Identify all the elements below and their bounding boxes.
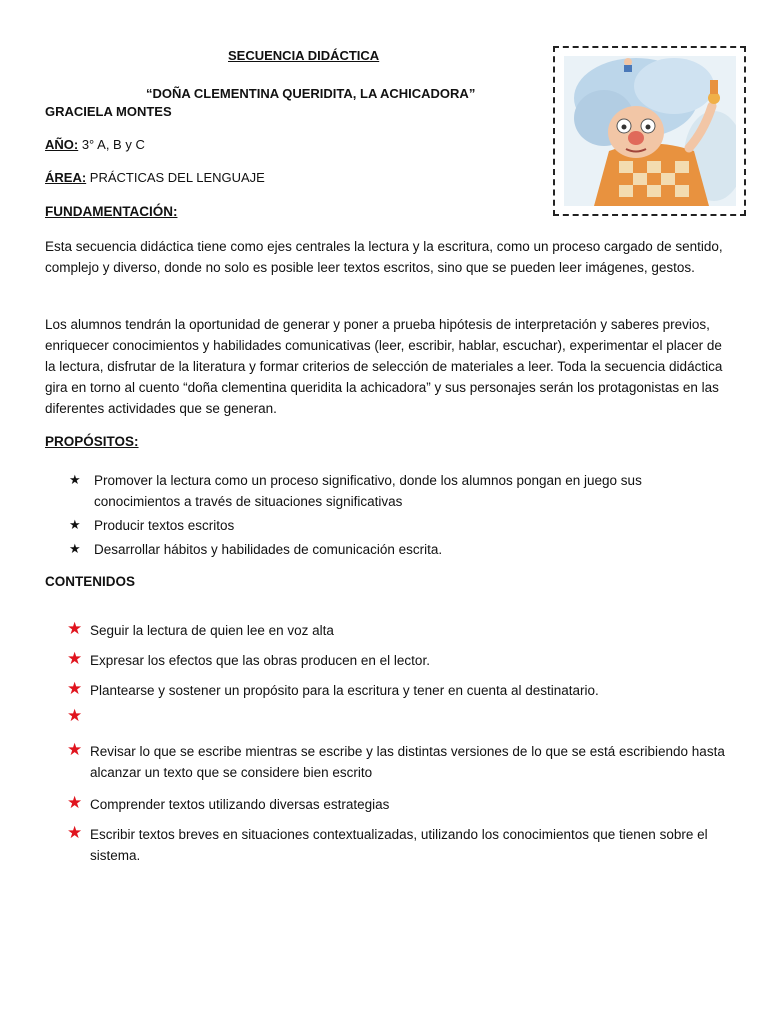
year-label: AÑO:: [45, 137, 79, 152]
black-star-icon: ★: [69, 472, 81, 487]
red-star-icon: ★: [67, 823, 83, 842]
red-star-icon: ★: [67, 619, 83, 638]
list-item: [67, 707, 727, 728]
year-line: [45, 137, 145, 152]
propositos-list: [69, 470, 689, 560]
fundamentacion-paragraph-1: Esta secuencia didáctica tiene como ejes centrales la lectura y la escritura, como un proceso cargado de sentido, complejo y diverso, donde no solo es posible leer textos escritos, sino que se pueden leer imágenes, gestos.: [45, 239, 723, 275]
red-star-icon: ★: [67, 793, 83, 812]
list-item: ★ Producir textos escritos: [69, 515, 689, 536]
list-item: ★ Desarrollar hábitos y habilidades de comunicación escrita.: [69, 539, 689, 560]
fundamentacion-paragraph-2: Los alumnos tendrán la oportunidad de generar y poner a prueba hipótesis de interpretación y saberes previos, enriquecer conocimientos y habilidades comunicativas (leer, escribir, hablar, escuchar), experimentar el placer de la lectura, disfrutar de la literatura y formar criterios de selección de materiales a leer. Toda la secuencia didáctica gira en torno al cuento “doña clementina queridita la achicadora” y sus personajes serán los protagonistas en las diferentes actividades que se generan.: [45, 317, 723, 416]
list-item: ★ Seguir la lectura de quien lee en voz alta: [67, 619, 334, 638]
area-line: [45, 170, 265, 185]
black-star-icon: ★: [69, 541, 81, 556]
story-title: “DOÑA CLEMENTINA QUERIDITA, LA ACHICADORA”: [146, 86, 476, 101]
document-title: SECUENCIA DIDÁCTICA: [228, 48, 380, 63]
red-star-icon: ★: [67, 740, 83, 759]
area-value: PRÁCTICAS DEL LENGUAJE: [86, 170, 265, 185]
red-star-icon: ★: [67, 649, 83, 668]
dona-clementina-illustration-icon: [564, 56, 736, 206]
red-star-icon: ★: [67, 679, 83, 698]
fundamentacion-heading: FUNDAMENTACIÓN:: [45, 204, 178, 219]
area-label: ÁREA:: [45, 170, 87, 185]
list-item: ★ Plantearse y sostener un propósito para la escritura y tener en cuenta al destinatario.: [67, 679, 599, 698]
list-item: ★ Escribir textos breves en situaciones contextualizadas, utilizando los conocimientos que tienen sobre el sistema.: [67, 823, 708, 863]
black-star-icon: ★: [69, 517, 81, 532]
author-name: GRACIELA MONTES: [45, 104, 172, 119]
year-value: 3° A, B y C: [78, 137, 145, 152]
list-item: ★ Expresar los efectos que las obras producen en el lector.: [67, 649, 430, 668]
propositos-heading: PROPÓSITOS:: [45, 434, 139, 449]
list-item: ★ Comprender textos utilizando diversas estrategias: [67, 793, 390, 812]
list-item: ★ Revisar lo que se escribe mientras se escribe y las distintas versiones de lo que se está escribiendo hasta alcanzar un texto que se considere bien escrito: [67, 740, 725, 780]
list-item: ★ Promover la lectura como un proceso significativo, donde los alumnos pongan en juego sus conocimientos a través de situaciones significativas: [69, 470, 689, 512]
red-star-icon: ★: [67, 706, 83, 725]
contenidos-heading: CONTENIDOS: [45, 574, 136, 589]
illustration-frame: [553, 46, 746, 216]
